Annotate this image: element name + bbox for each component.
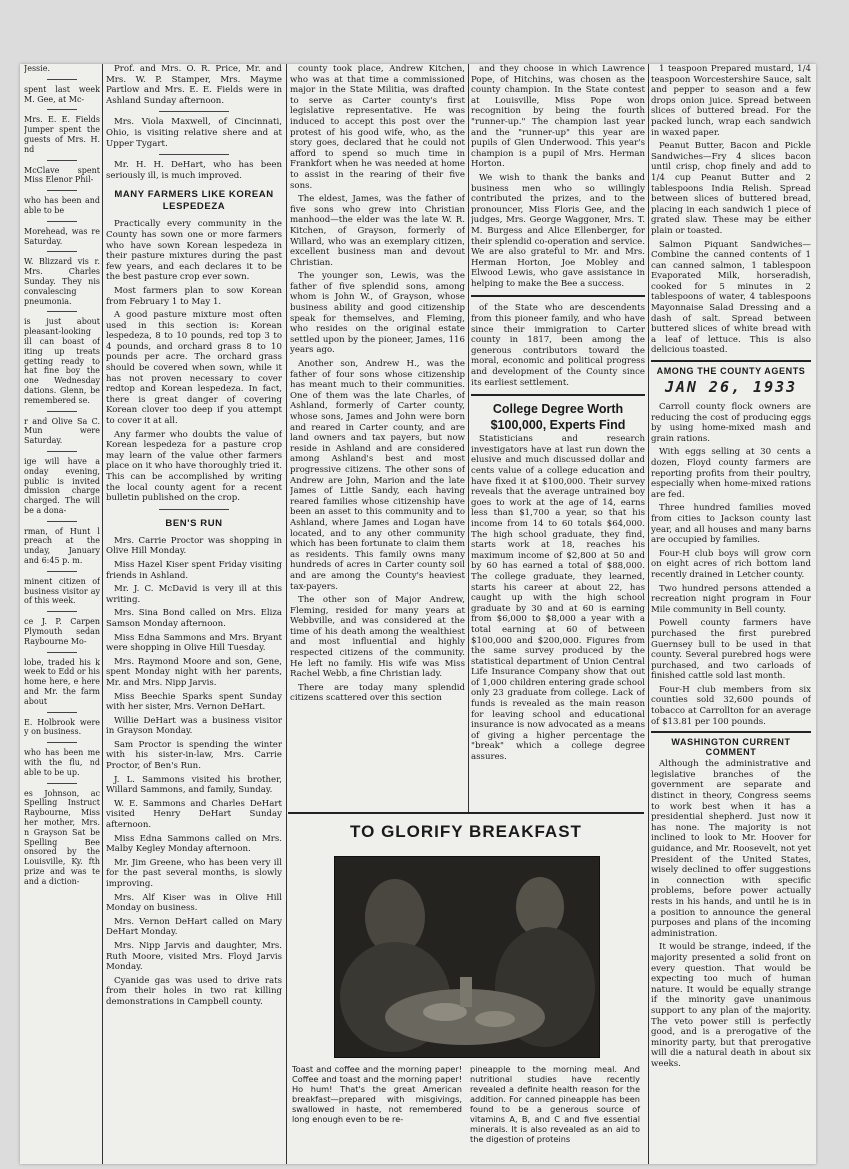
agent-item: Two hundred persons attended a recreation night program in Four Mile community in Bell county. xyxy=(651,583,811,615)
personal-item: E. Holbrook were y on business. xyxy=(24,717,100,737)
spelling-bee-article xyxy=(471,64,645,388)
column-5 xyxy=(651,64,811,1164)
lespedeza-headline: MANY FARMERS LIKE KOREAN LESPEDEZA xyxy=(114,189,274,213)
recipe-paragraph: 1 teaspoon Prepared mustard, 1/4 teaspoon Worcestershire Sauce, salt and pepper to season and a few drops onion juice. Spread between slices of buttered bread. For the packed lunch, wrap each sandwich in waxed paper. xyxy=(651,64,811,138)
county-agents-headline: AMONG THE COUNTY AGENTS xyxy=(651,360,811,376)
divider xyxy=(471,394,645,396)
personal-item: is just about pleasant-looking ill can boast of iting up treats getting ready to hat fine boy the one Wednesday dations. Glenn, be remembered se. xyxy=(24,317,100,405)
bens-run-news xyxy=(106,536,282,1008)
separator xyxy=(47,611,77,612)
personal-item: Mr. H. H. DeHart, who has been seriously ill, is much improved. xyxy=(106,160,282,181)
breakfast-headline: TO GLORIFY BREAKFAST xyxy=(350,822,582,841)
college-headline-1: College Degree Worth xyxy=(492,402,624,417)
personal-item: Morehead, was re Saturday. xyxy=(24,226,100,246)
personal-item: ige will have a onday evening, public is invited dmission charge charged. The will be a dona- xyxy=(24,456,100,515)
column-rule xyxy=(102,64,103,1164)
agent-item: With eggs selling at 30 cents a dozen, Floyd county farmers are reporting profits from their poultry, especially when home-mixed rations are fed. xyxy=(651,447,811,500)
article-paragraph: Most farmers plan to sow Korean from February 1 to May 1. xyxy=(106,285,282,307)
separator xyxy=(47,190,77,191)
separator xyxy=(47,79,77,80)
separator xyxy=(47,451,77,452)
news-item: Mrs. Raymond Moore and son, Gene, spent Monday night with her parents, Mr. and Mrs. Nipp Jarvis. xyxy=(106,656,282,688)
article-paragraph: Another son, Andrew H., was the father of four sons whose citizenship has meant much to their communities. One of them was the late Charles, of Ashland, formerly of Carter county, whose sons, James and John were born and reared in Carter county, and are land owners and tax payers, but now reside in Ashland and are considered among Ashland's best and most progressive citizens. The other sons of Andrew are John, Marion and the late James of Little Sandy, each having reared families whose citizenship have been an asset to this community and to Ashland, where James and Logan have located, and to any other community which has been fortunate to claim them as residents. This family owns many hundreds of acres in Carter county soil and are among the County's heaviest tax-payers. xyxy=(290,359,465,592)
recipe-paragraph: Salmon Piquant Sandwiches—Combine the canned contents of 1 can canned salmon, 1 tablespoon Evaporated Milk, horseradish, cooked for 5 minutes in 2 tablespoons of water, 4 tablespoons Mayonnaise Salad Dressing and a dash of salt. Spread between buttered slices of white bread with a leaf of lettuce. This is also delicious toasted. xyxy=(651,239,811,356)
date-stamp: JAN 26, 1933 xyxy=(664,378,798,397)
news-item: Miss Edna Sammons and Mrs. Bryant were shopping in Olive Hill Tuesday. xyxy=(106,632,282,654)
news-item: Mrs. Sina Bond called on Mrs. Eliza Samson Monday afternoon. xyxy=(106,608,282,629)
news-item: Mrs. Alf Kiser was in Olive Hill Monday on business. xyxy=(106,892,282,914)
personal-item: ce J. P. Carpen Plymouth sedan Raybourne Mo- xyxy=(24,617,100,646)
personal-item: who has been and able to be xyxy=(24,196,100,215)
personal-item: spent last week M. Gee, at Mc- xyxy=(24,84,100,104)
separator xyxy=(47,311,77,312)
separator xyxy=(47,251,77,252)
news-item: Mr. Jim Greene, who has been very ill for the past several months, is slowly improving. xyxy=(106,857,282,889)
personal-item: lobe, traded his k week to Edd or his home here, e here and Mr. the farm about xyxy=(24,657,100,706)
news-item: Miss Edna Sammons called on Mrs. Malby Kegley Monday afternoon. xyxy=(106,833,282,855)
washington-headline: WASHINGTON CURRENT COMMENT xyxy=(651,731,811,757)
article-paragraph: Statisticians and research investigators have at last run down the elusive and much discussed dollar and cents value of a college education and have fixed it at $100,000. Their survey reveals that the average untrained boy goes to work at the age of 14, earns less than $1,700 a year, so that his income from 14 to 60 totals $64,000. The high school graduate, they find, starts work at 18, reaches his maximum income of $2,800 at 50 and by 60 has earned a total of $88,000. The college graduate, they learned, starts his career at about 22, has caught up with the high school graduate by 30 and at 60 is earning from $6,000 to $8,000 a year with a total earning at 60 of between $100,000 and $200,000. Figures from the same survey produced by the statistical department of Union Central Life Insurance Company show that out of 1,000 children entering grade school only 23 graduate from college. Lack of funds is revealed as the main reason for leaving school and educational insurance is now advocated as a means of giving a higher percentage the "break" which a college degree assures. xyxy=(471,434,645,763)
college-degree-article xyxy=(471,394,645,762)
personal-item: Mrs. Viola Maxwell, of Cincinnati, Ohio, is visiting relative shere and at Upper Tygart. xyxy=(106,117,282,149)
recipe-paragraph: Peanut Butter, Bacon and Pickle Sandwiches—Fry 4 slices bacon until crisp, chop finely and add to 1/4 cup Peanut Butter and 2 tablespoons India Relish. Spread between slices of buttered bread, placing in each sandwich 1 piece of grated slaw. These may be either plain or toasted. xyxy=(651,141,811,236)
personal-item: Prof. and Mrs. O. R. Price, Mr. and Mrs. W. P. Stamper, Mrs. Mayme Partlow and Mrs. E. E. Fields were in Ashland Sunday afternoon. xyxy=(106,64,282,106)
column-rule xyxy=(286,64,287,1164)
agent-item: Carroll county flock owners are reducing the cost of producing eggs by using home-mixed mash and grain rations. xyxy=(651,402,811,444)
personal-item: W. Blizzard vis r. Mrs. Charles Sunday. They nis convalescing pneumonia. xyxy=(24,257,100,306)
separator xyxy=(47,411,77,412)
news-item: Miss Hazel Kiser spent Friday visiting friends in Ashland. xyxy=(106,559,282,581)
personal-item: rman, of Hunt l preach at the unday, January and 6:45 p. m. xyxy=(24,526,100,566)
article-paragraph: Practically every community in the County has sown one or more farmers who have sown Korean lespedeza in their pasture mixtures during the past few years, and each declares it to be the best pasture crop ever sown. xyxy=(106,219,282,283)
separator xyxy=(159,154,229,155)
agent-item: Four-H club boys will grow corn on eight acres of rich bottom land recently drained in Letcher county. xyxy=(651,548,811,580)
news-item: J. L. Sammons visited his brother, Willard Sammons, and family, Sunday. xyxy=(106,774,282,796)
washington-comment xyxy=(651,759,811,1069)
separator xyxy=(47,712,77,713)
article-paragraph: The eldest, James, was the father of five sons who grew into Christian manhood—the elder was the late W. R. Kitchen, of Grayson, formerly of Willard, who was an exemplary citizen, excellent business man and devout Christian. xyxy=(290,194,465,268)
article-paragraph: county took place, Andrew Kitchen, who was at that time a commissioned major in the State Militia, was drafted to serve as Carter county's first legislative representative. He was induced to accept this post over the protest of his good wife, who, as the story goes, declared that he could not afford to spend so much time in Frankfort when he was needed at home to assist in the rearing of their five sons. xyxy=(290,64,465,191)
agent-item: Four-H club members from six counties sold 32,600 pounds of tobacco at Carrollton for an average of $13.81 per 100 pounds. xyxy=(651,684,811,727)
column-1 xyxy=(24,64,100,1164)
news-item: Willie DeHart was a business visitor in Grayson Monday. xyxy=(106,715,282,737)
news-item: Mrs. Nipp Jarvis and daughter, Mrs. Ruth Moore, visited Mrs. Floyd Jarvis Monday. xyxy=(106,940,282,973)
separator xyxy=(47,109,77,110)
column-1-items xyxy=(24,64,100,887)
separator xyxy=(159,111,229,112)
agent-item: Three hundred families moved from cities to Jackson county last year, and all houses and many barns are occupied by families. xyxy=(651,503,811,546)
article-paragraph: and they choose in which Lawrence Pope, of Hitchins, was chosen as the county champion. In the State contest at Louisville, Miss Pope won recognition by being the fourth "runner-up." The champion last year and the "runner-up" this year are pupils of Glen Underwood. This year's champion is a pupil of Mrs. Herman Horton. xyxy=(471,64,645,170)
column-4 xyxy=(471,64,645,809)
news-item: Mr. J. C. McDavid is very ill at this writing. xyxy=(106,584,282,605)
article-paragraph: We wish to thank the banks and business men who so willingly contributed the prizes, and to the pronouncer, Miss Floris Gee, and the judges, Mrs. George Waggoner, Mrs. T. M. Burgess and Alice Ellenberger, for their splendid co-operation and service. We are also grateful to Mr. and Mrs. Herman Horton, Joe Mobley and Elwood Lewis, who gave assistance in helping to make the Bee a success. xyxy=(471,172,645,289)
agent-item: Powell county farmers have purchased the first purebred Guernsey bull to be used in that county. Several purebred hogs were purchased, and two carloads of finished cattle sold last month. xyxy=(651,618,811,682)
photo-image xyxy=(335,857,599,1057)
separator xyxy=(47,652,77,653)
sandwich-recipes xyxy=(651,64,811,356)
caption-left: Toast and coffee and the morning paper! Coffee and toast and the morning paper! Ho hum! That's the great American breakfast—prepared with misgivings, swallowed in haste, not remembered long enough even to be re- xyxy=(292,1064,462,1124)
personal-item: who has been me with the flu, nd able to be up. xyxy=(24,748,100,777)
separator xyxy=(47,521,77,522)
lespedeza-article xyxy=(106,219,282,503)
separator xyxy=(47,783,77,784)
column-2 xyxy=(106,64,282,1164)
article-paragraph: of the State who are descendents from this pioneer family, and who have since their immigration to Carter county in 1817, been among the generous contributors toward the moral, economic and political progress and development of the County since its earliest settlement. xyxy=(471,303,645,388)
separator xyxy=(47,160,77,161)
personal-item: Jessie. xyxy=(24,64,50,73)
divider xyxy=(471,295,645,297)
article-paragraph: The other son of Major Andrew, Fleming, resided for many years at Webbville, and was considered at the time of his death among the wealthiest and most influential and highly respected citizens of the community. He left no family. His wife was Miss Rachel Webb, a fine Christian lady. xyxy=(290,595,465,680)
personal-item: r and Olive Sa C. Mun were Saturday. xyxy=(24,416,100,446)
article-paragraph: A good pasture mixture most often used in this section is: Korean lespedeza, 8 to 10 pounds, red top 3 to 4 pounds, and orchard grass 8 to 10 pounds per acre. The orchard grass should be covered when sown, while it has not proven necessary to cover redtop and Korean lespedeza. In fact, there is great danger of covering Korean clover too deep if you attempt to cover it at all. xyxy=(106,310,282,427)
column-3 xyxy=(290,64,465,809)
article-paragraph: It would be strange, indeed, if the majority presented a solid front on every question. That would be expecting too much of human nature. It would be equally strange if the minority gave unanimous support to any plan of the majority. The veto power still is perfectly good, and is a prerogative of the minority party, but that prerogative will die a natural death in about six weeks. xyxy=(651,942,811,1069)
caption-right: pineapple to the morning meal. And nutritional studies have recently revealed a definite health reason for the addition. For canned pineapple has been found to be a generous source of vitamins A, B, and C and five essential minerals. It is also revealed as an aid to the digestion of proteins xyxy=(470,1064,640,1144)
article-paragraph: Although the administrative and legislative branches of the government are separate and distinct in theory, Congress seems to work best when it has a presidential shepherd. Just now it has none. The majority is not inclined to look to Mr. Hoover for guidance, and Mr. Roosevelt, not yet President of the United States, wisely declined to offer suggestions in connection with specific problems, before power actually rests in his hands, and until he is in a position to announce the general purposes and plans of the incoming administration. xyxy=(651,759,811,939)
college-body xyxy=(471,434,645,762)
news-item: Cyanide gas was used to drive rats from their holes in two rat killing demonstrations in Campbell county. xyxy=(106,975,282,1007)
article-paragraph: There are today many splendid citizens scattered over this section xyxy=(290,682,465,704)
personal-item: es Johnson, ac Spelling Instruct Raybourne, Miss her mother, Mrs. n Grayson Sat be Spelling Bee onsored by the Louisville, Ky. fth prize and was te and a diction- xyxy=(24,788,100,886)
breakfast-photo xyxy=(334,856,600,1058)
separator xyxy=(47,221,77,222)
news-item: Miss Beechie Sparks spent Sunday with her sister, Mrs. Vernon DeHart. xyxy=(106,691,282,713)
personal-item: minent citizen of business visitor ay of this week. xyxy=(24,576,100,606)
news-item: Sam Proctor is spending the winter with his sister-in-law, Mrs. Carrie Proctor, of Ben's Run. xyxy=(106,739,282,772)
college-headline-2: $100,000, Experts Find xyxy=(490,418,626,433)
article-paragraph: Any farmer who doubts the value of Korean lespedeza for a pasture crop may learn of the value other farmers place on it who have thoroughly tried it. This can be accomplished by writing the local county agent for a recent bulletin published on the crop. xyxy=(106,429,282,504)
article-paragraph: The younger son, Lewis, was the father of five splendid sons, among whom is John W., of Grayson, whose business ability and good citizenship speak for themselves, and Fleming, who resides on the original estate settled upon by the pioneer, James, 116 years ago. xyxy=(290,271,465,356)
separator xyxy=(47,571,77,572)
news-item: Mrs. Carrie Proctor was shopping in Olive Hill Monday. xyxy=(106,535,282,557)
separator xyxy=(159,509,229,510)
personal-item: Mrs. E. E. Fields Jumper spent the guests of Mrs. H. nd xyxy=(24,115,100,154)
separator xyxy=(47,742,77,743)
bens-run-headline: BEN'S RUN xyxy=(165,517,223,529)
column-rule xyxy=(648,64,649,1164)
news-item: W. E. Sammons and Charles DeHart visited Henry DeHart Sunday afternoon. xyxy=(106,798,282,831)
breakfast-feature xyxy=(288,812,644,1164)
personal-item: McClave spent Miss Elenor Phil- xyxy=(24,165,100,185)
news-item: Mrs. Vernon DeHart called on Mary DeHart Monday. xyxy=(106,916,282,938)
county-agents-news xyxy=(651,402,811,727)
personals-block xyxy=(106,64,282,181)
kitchen-family-article xyxy=(290,64,465,704)
newspaper-page xyxy=(20,64,816,1164)
